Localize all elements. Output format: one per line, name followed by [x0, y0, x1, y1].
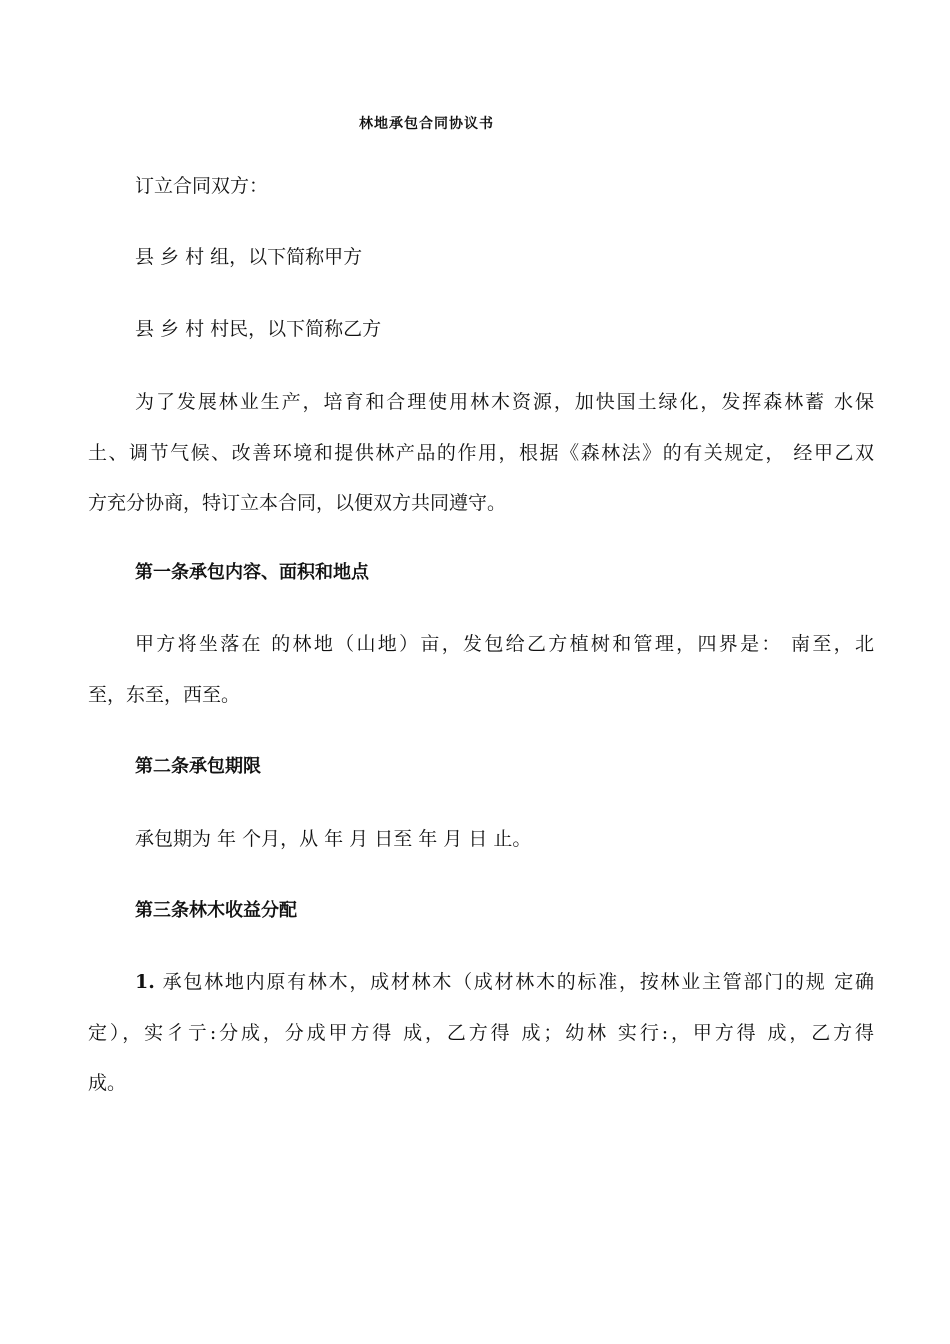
preamble-paragraph [88, 388, 874, 517]
article-1-line-1: 甲方将坐落在 的林地（山地）亩，发包给乙方植树和管理，四界是： 南至，北 [135, 633, 874, 655]
article-1-line-2: 至，东至，西至。 [88, 684, 241, 706]
preamble-line-2: 土、调节气候、改善环境和提供林产品的作用，根据《森林法》的有关规定， 经甲乙双 [88, 442, 874, 464]
parties-intro: 订立合同双方： [135, 175, 269, 197]
article-3-item-1-line-1 [88, 968, 874, 996]
item-number: 1. [135, 971, 155, 993]
article-3-heading: 第三条林木收益分配 [135, 900, 297, 921]
document-title: 林地承包合同协议书 [359, 116, 494, 132]
article-2-heading: 第二条承包期限 [135, 756, 261, 777]
article-2-text: 承包期为 年 个月，从 年 月 日至 年 月 日 止。 [135, 828, 532, 850]
article-1-paragraph [88, 630, 874, 709]
preamble-line-3: 方充分协商，特订立本合同，以便双方共同遵守。 [88, 492, 507, 514]
article-3-item-1-line-2: 定），实彳亍:分成，分成甲方得 成，乙方得 成；幼林 实行:，甲方得 成，乙方得 [88, 1022, 874, 1044]
article-3-item-1 [88, 968, 874, 1097]
party-a-line: 县 乡 村 组，以下简称甲方 [135, 246, 363, 268]
item-1-text-1: 承包林地内原有林木，成材林木（成材林木的标准，按林业主管部门的规 定确 [162, 971, 875, 993]
preamble-line-1: 为了发展林业生产，培育和合理使用林木资源，加快国土绿化，发挥森林蓄 水保 [135, 391, 874, 413]
party-b-line: 县 乡 村 村民，以下简称乙方 [135, 318, 382, 340]
article-3-item-1-line-3: 成。 [88, 1072, 127, 1094]
article-1-heading: 第一条承包内容、面积和地点 [135, 562, 369, 583]
